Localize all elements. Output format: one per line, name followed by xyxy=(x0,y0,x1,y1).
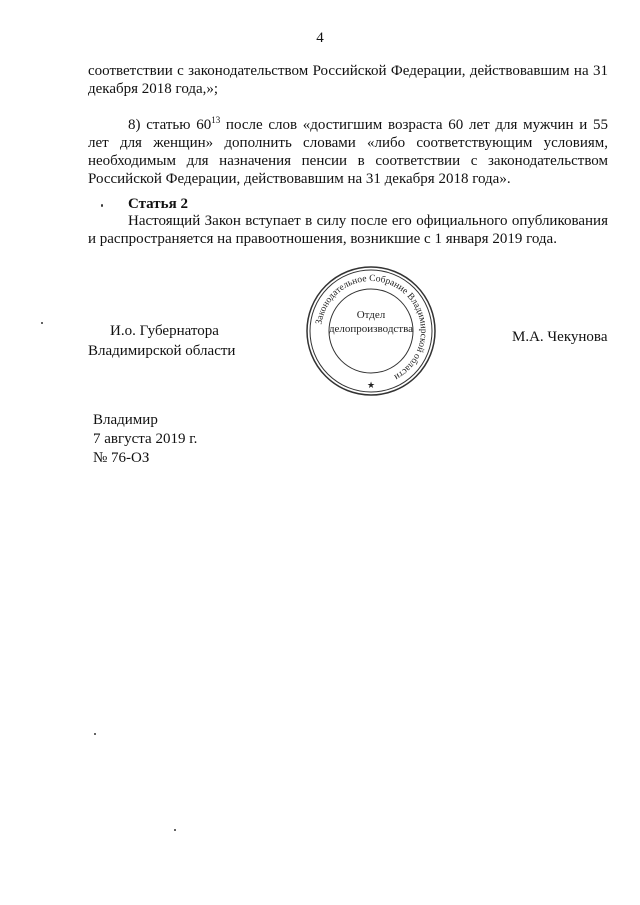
article-superscript: 13 xyxy=(211,115,221,125)
scan-speck xyxy=(94,733,96,735)
position-line-1: И.о. Губернатора xyxy=(110,323,219,339)
scan-speck xyxy=(174,829,176,831)
paragraph-continuation: соответствии с законодательством Российской Федерации, действовавшим на 31 декабря 2018 года,»; xyxy=(88,63,608,97)
stamp-inner-line-1: Отдел xyxy=(356,309,386,321)
signatory-name: М.А. Чекунова xyxy=(512,329,608,345)
scan-speck xyxy=(41,322,43,324)
city: Владимир xyxy=(93,412,158,428)
stamp-inner-line-2: делопроизводства xyxy=(328,323,414,335)
page-number: 4 xyxy=(316,30,324,46)
paragraph-article-2: Настоящий Закон вступает в силу после его официального опубликования и распространяется на правоотношения, возникшие с 1 января 2019 года. xyxy=(88,213,608,247)
date: 7 августа 2019 г. xyxy=(93,431,198,447)
star-icon: ★ xyxy=(366,381,376,391)
paragraph-item-8 xyxy=(88,116,608,188)
item-8-start: 8) статью 60 xyxy=(128,117,212,133)
scan-speck xyxy=(101,204,103,207)
stamp-ring-text: Законодательное Собрание Владимирской области xyxy=(314,273,429,382)
position-line-2: Владимирской области xyxy=(88,343,236,359)
signatory-position xyxy=(88,321,235,361)
article-heading: Статья 2 xyxy=(128,196,188,212)
law-number: № 76-ОЗ xyxy=(93,450,150,466)
document-footer xyxy=(93,411,197,468)
item-8-end: после слов «достигшим возраста 60 лет для мужчин и 55 лет для женщин» дополнить словами «либо соответствующим условиям, необходимым для назначения пенсии в соответствии с законодательством Российской Федерации, действовавшим на 31 декабря 2018 года». xyxy=(88,117,609,187)
